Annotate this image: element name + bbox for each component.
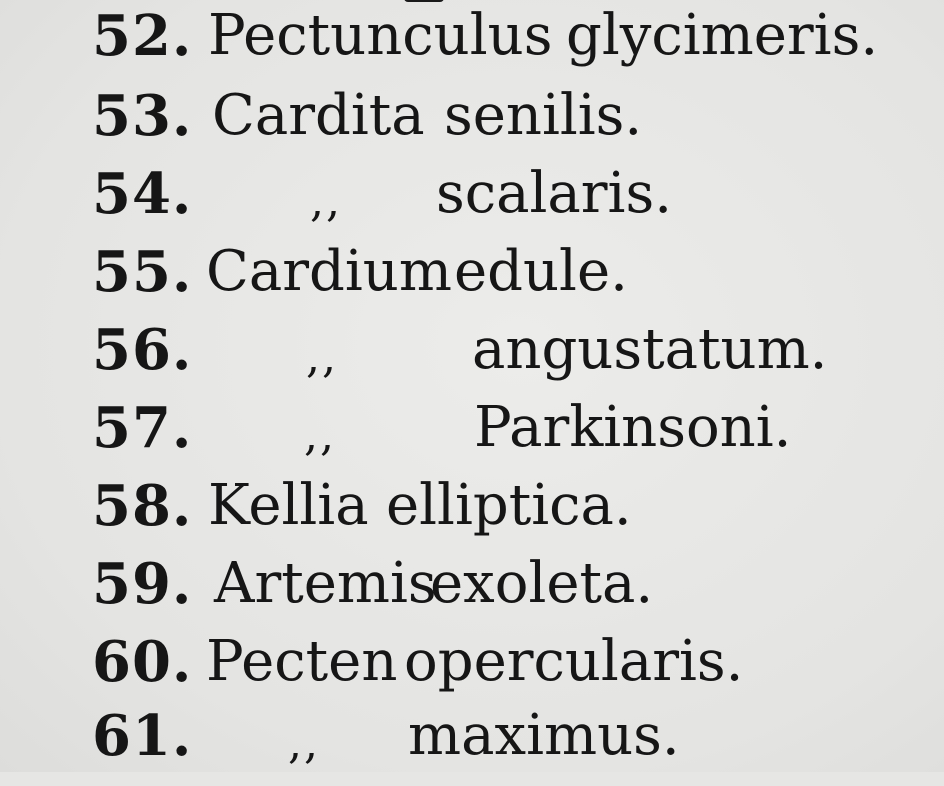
entry-number: 55. bbox=[92, 239, 193, 305]
species-name: angustatum. bbox=[472, 317, 828, 382]
genus-name: Cardita bbox=[212, 83, 425, 148]
list-item bbox=[0, 629, 944, 712]
list-item bbox=[0, 703, 944, 786]
list-item bbox=[0, 473, 944, 556]
cut-off-glyph-fragment bbox=[404, 0, 444, 2]
entry-number: 53. bbox=[92, 83, 193, 149]
genus-name: Pecten bbox=[206, 629, 398, 694]
genus-name: Kellia bbox=[208, 473, 369, 538]
genus-name: Artemis bbox=[214, 551, 437, 616]
list-item bbox=[0, 239, 944, 322]
list-item bbox=[0, 395, 944, 478]
list-item bbox=[0, 317, 944, 400]
ditto-mark: ,, bbox=[306, 332, 338, 383]
entry-number: 60. bbox=[92, 629, 193, 695]
species-name: Parkinsoni. bbox=[474, 395, 792, 460]
species-name: glycimeris. bbox=[566, 3, 879, 68]
list-item bbox=[0, 3, 944, 86]
entry-number: 57. bbox=[92, 395, 193, 461]
entry-number: 59. bbox=[92, 551, 193, 617]
entry-number: 52. bbox=[92, 3, 193, 69]
ditto-mark: ,, bbox=[304, 410, 336, 461]
entry-number: 54. bbox=[92, 161, 193, 227]
ditto-mark: ,, bbox=[310, 176, 342, 227]
species-name: scalaris. bbox=[436, 161, 673, 226]
list-item bbox=[0, 551, 944, 634]
species-name: senilis. bbox=[444, 83, 643, 148]
species-name: maximus. bbox=[408, 703, 680, 768]
ditto-mark: ,, bbox=[288, 718, 320, 769]
species-name: exoleta. bbox=[430, 551, 654, 616]
genus-name: Cardium bbox=[206, 239, 452, 304]
list-item bbox=[0, 83, 944, 166]
entry-number: 58. bbox=[92, 473, 193, 539]
species-name: opercularis. bbox=[404, 629, 744, 694]
species-name: elliptica. bbox=[386, 473, 632, 538]
list-item bbox=[0, 161, 944, 244]
species-name: edule. bbox=[454, 239, 628, 304]
entry-number: 56. bbox=[92, 317, 193, 383]
genus-name: Pectunculus bbox=[208, 3, 553, 68]
entry-number: 61. bbox=[92, 703, 193, 769]
